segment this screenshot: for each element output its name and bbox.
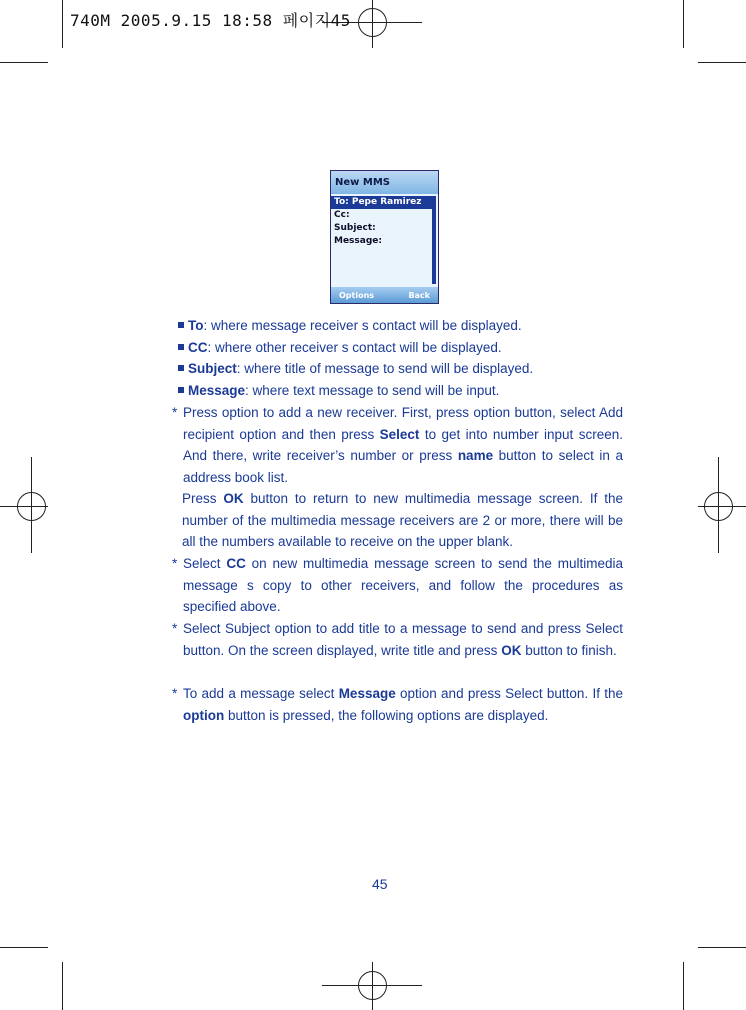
crop-mark	[698, 947, 746, 948]
registration-circle	[704, 492, 733, 521]
asterisk-marker: *	[172, 405, 178, 420]
phone-screen	[330, 170, 439, 304]
field-cc[interactable]: Cc:	[334, 210, 350, 220]
registration-circle	[17, 492, 46, 521]
bullet-item: Subject: where title of message to send will be displayed.	[178, 358, 533, 380]
note-paragraph: Select Subject option to add title to a message to send and press Select button. On the screen displayed, write title and press OK button to finish.	[183, 621, 623, 658]
square-bullet-icon	[178, 344, 184, 350]
field-to[interactable]: To: Pepe Ramirez	[331, 196, 432, 209]
page-number: 45	[372, 876, 388, 892]
print-header: 740M 2005.9.15 18:58 페이지45	[70, 11, 351, 30]
crop-mark	[62, 0, 63, 48]
bullet-item: To: where message receiver s contact will be displayed.	[178, 315, 522, 337]
note-paragraph: Press option to add a new receiver. First, press option button, select Add recipient option and then press Select to get into number input screen. And there, write receiver’s number or press name button to select in a address book list.	[183, 405, 623, 486]
bullet-item: CC: where other receiver s contact will be displayed.	[178, 337, 502, 359]
square-bullet-icon	[178, 387, 184, 393]
registration-circle	[358, 971, 387, 1000]
crop-mark	[62, 962, 63, 1010]
asterisk-marker: *	[172, 556, 178, 571]
note-paragraph: Press OK button to return to new multimedia message screen. If the number of the multimedia message receivers are 2 or more, there will be all the numbers available to receive on the upper blank.	[182, 491, 623, 550]
field-message[interactable]: Message:	[334, 236, 382, 246]
note-paragraph: Select CC on new multimedia message screen to send the multimedia message s copy to other receivers, and follow the procedures as specified above.	[183, 556, 623, 615]
softkey-bar	[331, 287, 438, 303]
field-subject[interactable]: Subject:	[334, 223, 376, 233]
phone-screen-body	[331, 194, 438, 287]
back-softkey[interactable]: Back	[408, 290, 430, 300]
bullet-item: Message: where text message to send will be input.	[178, 380, 499, 402]
scrollbar[interactable]	[432, 196, 436, 284]
options-softkey[interactable]: Options	[339, 290, 375, 300]
registration-circle	[358, 8, 387, 37]
asterisk-marker: *	[172, 686, 178, 701]
phone-screen-title: New MMS	[331, 171, 438, 194]
crop-mark	[0, 62, 48, 63]
square-bullet-icon	[178, 322, 184, 328]
note-paragraph: To add a message select Message option and press Select button. If the option button is pressed, the following options are displayed.	[183, 686, 623, 723]
square-bullet-icon	[178, 365, 184, 371]
crop-mark	[0, 947, 48, 948]
crop-mark	[683, 962, 684, 1010]
crop-mark	[698, 62, 746, 63]
crop-mark	[683, 0, 684, 48]
asterisk-marker: *	[172, 621, 178, 636]
